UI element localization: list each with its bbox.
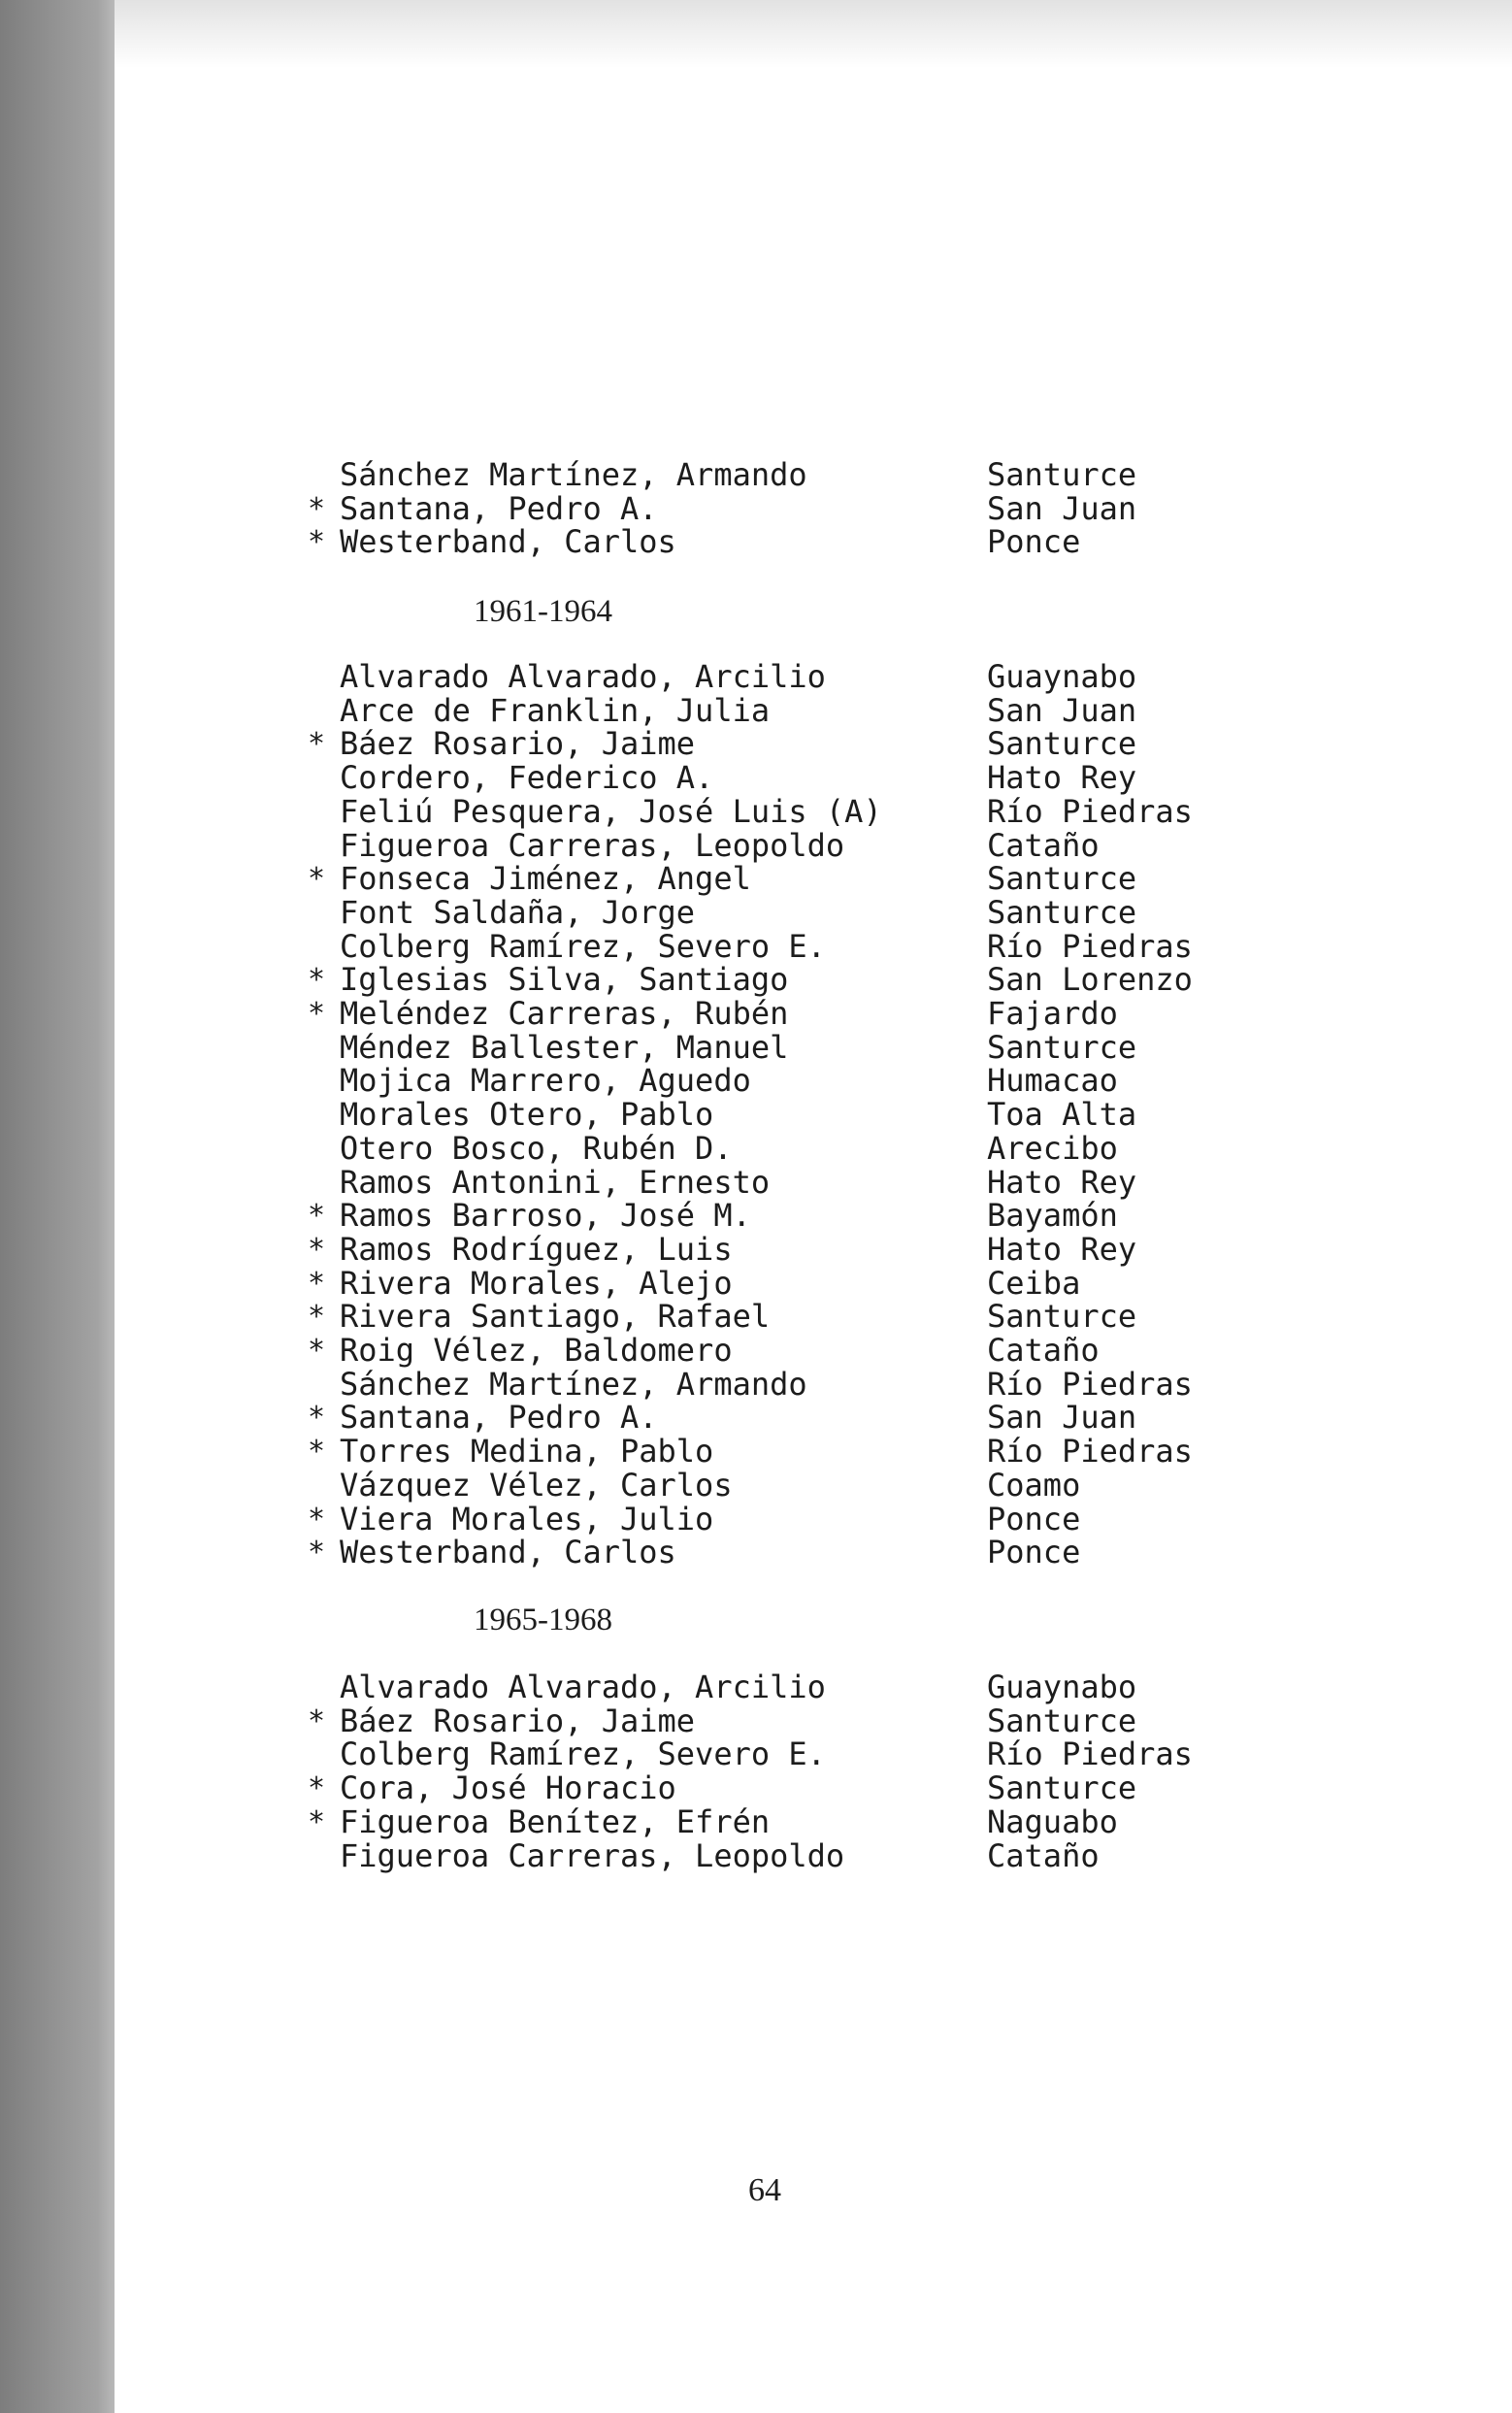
asterisk-marker: * [307,1266,326,1301]
member-town: Ceiba [987,1264,1081,1302]
member-town: Río Piedras [987,1433,1193,1471]
asterisk-marker: * [307,1401,326,1436]
asterisk-marker: * [307,491,326,526]
member-name: Westerband, Carlos [340,1534,676,1571]
member-town: Hato Rey [987,1230,1137,1268]
list-item [115,1500,1512,1537]
member-town: Santurce [987,1298,1137,1336]
member-name: Méndez Ballester, Manuel [340,1028,789,1066]
member-town: San Juan [987,691,1137,729]
member-name: Alvarado Alvarado, Arcilio [340,658,826,695]
asterisk-marker: * [307,1536,326,1570]
list-item [115,1401,1512,1435]
member-town: Santurce [987,1702,1137,1739]
list-item [115,1098,1512,1132]
list-item [115,1199,1512,1233]
member-name: Ramos Antonini, Ernesto [340,1163,771,1201]
member-town: Cataño [987,1332,1100,1369]
list-item [115,727,1512,761]
member-name: Sánchez Martínez, Armando [340,1365,807,1403]
member-name: Báez Rosario, Jaime [340,725,696,763]
list-item [115,1064,1512,1098]
list-item [115,458,1512,492]
list-item [115,1536,1512,1570]
asterisk-marker: * [307,525,326,560]
member-name: Figueroa Carreras, Leopoldo [340,826,845,864]
list-item [115,1435,1512,1469]
list-item [115,489,1512,527]
list-item [115,1300,1512,1334]
member-town: Guaynabo [987,1669,1137,1705]
list-item [115,826,1512,864]
member-town: Santurce [987,725,1137,763]
asterisk-marker: * [307,862,326,897]
list-item [115,862,1512,896]
member-town: Cataño [987,1836,1100,1874]
member-town: Santurce [987,456,1137,493]
member-name: Meléndez Carreras, Rubén [340,995,789,1032]
list-item [115,1264,1512,1302]
member-town: Guaynabo [987,658,1137,695]
member-town: San Juan [987,1399,1137,1437]
member-name: Santana, Pedro A. [340,1399,658,1437]
member-town: Cataño [987,826,1100,864]
section-heading-1965-1968: 1965-1968 [474,1603,612,1637]
member-town: Hato Rey [987,1163,1137,1201]
document-page [115,0,1512,2413]
asterisk-marker: * [307,1703,326,1738]
member-town: Bayamón [987,1197,1118,1235]
list-item [115,792,1512,830]
list-item [115,1704,1512,1738]
list-item [115,1771,1512,1805]
member-town: Río Piedras [987,792,1193,830]
member-name: Roig Vélez, Baldomero [340,1332,733,1369]
list-item [115,1670,1512,1704]
member-name: Figueroa Carreras, Leopoldo [340,1836,845,1874]
member-town: Naguabo [987,1802,1118,1840]
member-name: Sánchez Martínez, Armando [340,456,807,493]
member-name: Arce de Franklin, Julia [340,691,771,729]
page-number: 64 [748,2172,781,2208]
list-item [115,893,1512,931]
binding-edge [0,0,115,2413]
member-name: Colberg Ramírez, Severo E. [340,927,826,965]
member-town: Coamo [987,1466,1081,1504]
member-name: Cora, José Horacio [340,1769,676,1807]
member-name: Vázquez Vélez, Carlos [340,1466,733,1504]
asterisk-marker: * [307,1300,326,1335]
member-town: Santurce [987,860,1137,898]
member-town: Santurce [987,1769,1137,1807]
list-item [115,660,1512,694]
member-name: Santana, Pedro A. [340,489,658,527]
list-item [115,691,1512,729]
member-name: Mojica Marrero, Aguedo [340,1062,751,1100]
list-item [115,927,1512,965]
member-town: Toa Alta [987,1096,1137,1134]
list-item [115,761,1512,795]
list-item [115,1163,1512,1201]
asterisk-marker: * [307,1804,326,1839]
asterisk-marker: * [307,1435,326,1470]
member-name: Rivera Morales, Alejo [340,1264,733,1302]
member-town: Arecibo [987,1129,1118,1167]
member-town: Ponce [987,1534,1081,1571]
member-name: Ramos Rodríguez, Luis [340,1230,733,1268]
member-name: Otero Bosco, Rubén D. [340,1129,733,1167]
member-name: Colberg Ramírez, Severo E. [340,1735,826,1773]
member-town: San Juan [987,489,1137,527]
member-name: Fonseca Jiménez, Angel [340,860,751,898]
list-item [115,1230,1512,1268]
asterisk-marker: * [307,1199,326,1234]
member-town: Fajardo [987,995,1118,1032]
list-item [115,1365,1512,1403]
member-name: Torres Medina, Pablo [340,1433,714,1471]
member-name: Figueroa Benítez, Efrén [340,1802,771,1840]
asterisk-marker: * [307,1334,326,1368]
member-name: Viera Morales, Julio [340,1500,714,1537]
member-name: Alvarado Alvarado, Arcilio [340,1669,826,1705]
asterisk-marker: * [307,1502,326,1537]
member-name: Iglesias Silva, Santiago [340,961,789,999]
list-item [115,525,1512,559]
list-item [115,963,1512,997]
member-town: San Lorenzo [987,961,1193,999]
member-town: Ponce [987,1500,1081,1537]
asterisk-marker: * [307,727,326,762]
member-name: Morales Otero, Pablo [340,1096,714,1134]
list-item [115,1737,1512,1771]
member-name: Rivera Santiago, Rafael [340,1298,771,1336]
member-name: Ramos Barroso, José M. [340,1197,751,1235]
member-town: Río Piedras [987,927,1193,965]
list-item [115,1129,1512,1167]
section-heading-1961-1964: 1961-1964 [474,594,612,629]
asterisk-marker: * [307,1771,326,1806]
member-town: Santurce [987,893,1137,931]
list-item [115,1836,1512,1874]
member-name: Font Saldaña, Jorge [340,893,696,931]
member-name: Cordero, Federico A. [340,759,714,797]
member-name: Westerband, Carlos [340,523,676,561]
list-item [115,1028,1512,1066]
member-town: Río Piedras [987,1735,1193,1773]
member-name: Feliú Pesquera, José Luis (A) [340,792,882,830]
list-item [115,997,1512,1031]
member-town: Ponce [987,523,1081,561]
member-town: Santurce [987,1028,1137,1066]
list-item [115,1466,1512,1504]
list-item [115,1334,1512,1368]
member-town: Humacao [987,1062,1118,1100]
asterisk-marker: * [307,963,326,998]
list-item [115,1802,1512,1840]
asterisk-marker: * [307,1232,326,1267]
asterisk-marker: * [307,997,326,1031]
member-town: Río Piedras [987,1365,1193,1403]
member-town: Hato Rey [987,759,1137,797]
member-name: Báez Rosario, Jaime [340,1702,696,1739]
